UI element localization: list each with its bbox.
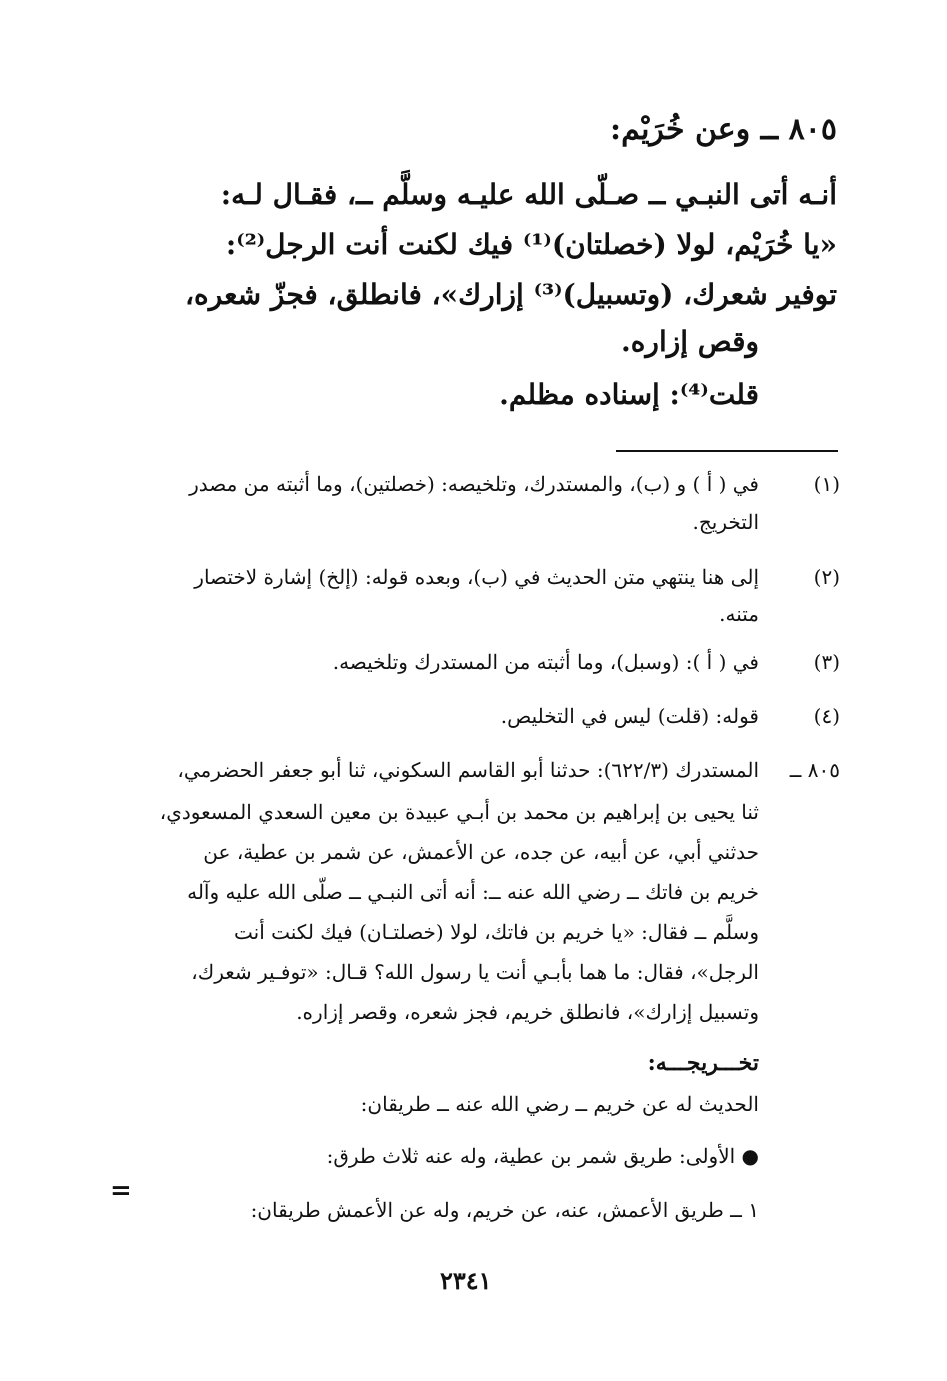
takhrij-line: ١ ــ طريق الأعمش، عنه، عن خريم، وله عن الأعمش طريقان: bbox=[250, 1198, 759, 1222]
footnote-number: (١) bbox=[813, 472, 840, 496]
page-number: ٢٣٤١ bbox=[440, 1266, 492, 1295]
footnote-number: (٣) bbox=[813, 650, 840, 674]
commentary-line: الرجل»، فقال: ما هما بأبـي أنت يا رسول الله؟ قـال: «توفـير شعرك، bbox=[191, 960, 759, 984]
commentary-line: خريم بن فاتك ــ رضي الله عنه ــ: أنه أتى النبـي ــ صلّى الله عليه وآله bbox=[187, 880, 759, 904]
footnote-line: في ( أ ) و (ب)، والمستدرك، وتلخيصه: (خصلتين)، وما أثبته من مصدر bbox=[189, 472, 759, 496]
commentary-line: وتسبيل إزارك»، فانطلق خريم، فجز شعره، وقصر إزاره. bbox=[296, 1000, 759, 1024]
hadith-line: وقص إزاره. bbox=[621, 325, 759, 358]
commentary-line: المستدرك (٦٢٢/٣): حدثنا أبو القاسم السكوني، ثنا أبو جعفر الحضرمي، bbox=[177, 758, 759, 782]
hadith-line: «يا خُرَيْم، لولا (خصلتان)⁽¹⁾ فيك لكنت أنت الرجل⁽²⁾: bbox=[225, 228, 837, 261]
footnote-line: التخريج. bbox=[692, 510, 759, 534]
hadith-line: أنـه أتى النبـي ــ صـلّى الله عليـه وسلَّم ــ، فقـال لـه: bbox=[220, 178, 837, 211]
footnote-separator bbox=[616, 450, 838, 452]
footnote-line: إلى هنا ينتهي متن الحديث في (ب)، وبعده قوله: (إلخ) إشارة لاختصار bbox=[194, 565, 759, 589]
footnote-number: (٢) bbox=[813, 565, 840, 589]
footnote-line: في ( أ ): (وسبل)، وما أثبته من المستدرك وتلخيصه. bbox=[332, 650, 759, 674]
footnote-line: متنه. bbox=[719, 602, 759, 626]
takhrij-title: تخـــريجـــه: bbox=[647, 1050, 759, 1076]
takhrij-line: ● الأولى: طريق شمر بن عطية، وله عنه ثلاث طرق: bbox=[326, 1144, 759, 1168]
hadith-note: قلت⁽⁴⁾: إسناده مظلم. bbox=[499, 378, 759, 411]
footnote-line: قوله: (قلت) ليس في التخليص. bbox=[500, 704, 759, 728]
hadith-line: توفير شعرك، (وتسبيل)⁽³⁾ إزارك»، فانطلق، فجزّ شعره، bbox=[185, 278, 837, 311]
continuation-mark: = bbox=[110, 1176, 132, 1206]
commentary-line: حدثني أبي، عن أبيه، عن جده، عن الأعمش، عن شمر بن عطية، عن bbox=[203, 840, 759, 864]
takhrij-line: الحديث له عن خريم ــ رضي الله عنه ــ طريقان: bbox=[360, 1092, 759, 1116]
hadith-heading: ٨٠٥ ــ وعن خُرَيْم: bbox=[610, 112, 837, 147]
footnote-number: (٤) bbox=[813, 704, 840, 728]
commentary-number: ٨٠٥ ــ bbox=[789, 758, 840, 782]
commentary-line: ثنا يحيى بن إبراهيم بن محمد بن أبـي عبيدة بن معين السعدي المسعودي، bbox=[159, 800, 759, 824]
commentary-line: وسلَّم ــ فقال: «يا خريم بن فاتك، لولا (خصلتـان) فيك لكنت أنت bbox=[234, 920, 759, 944]
